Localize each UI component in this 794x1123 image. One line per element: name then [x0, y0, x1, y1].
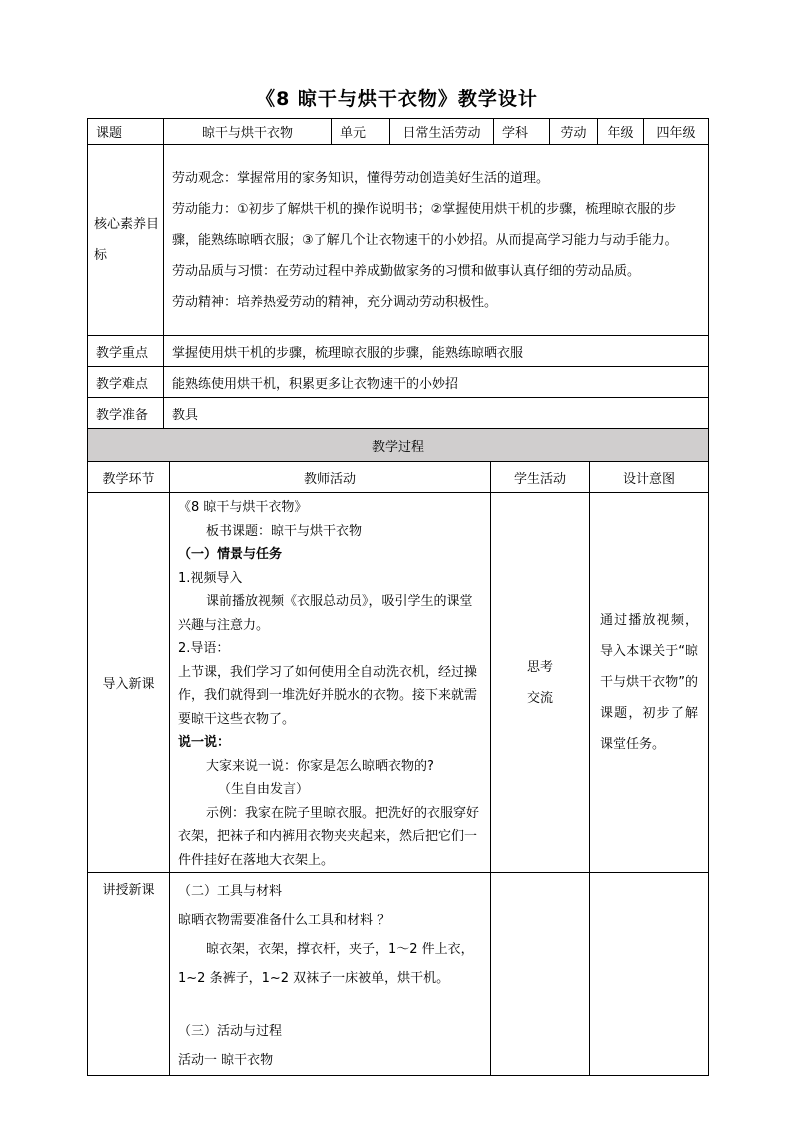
discuss-heading: 说一说：	[178, 735, 231, 750]
process-header-row	[88, 462, 709, 493]
lecture-stage-label: 讲授新课	[88, 873, 170, 1076]
lecture-design-intent	[590, 873, 709, 1076]
student-activity-item: 交流	[526, 690, 553, 706]
goal-item: 劳动能力：①初步了解烘干机的操作说明书；②掌握使用烘干机的步骤，梳理晾衣服的步骤，能熟练晾晒衣服；③了解几个让衣物速干的小妙招。从而提高学习能力与动手能力。	[172, 201, 678, 248]
subject-value: 劳动	[550, 119, 598, 145]
grade-value: 四年级	[644, 119, 709, 145]
goals-content	[164, 145, 709, 336]
teaching-process-table	[87, 428, 709, 1076]
lecture-teacher-activity	[170, 873, 491, 1076]
student-activity-item: 思考	[526, 659, 553, 675]
unit-label: 单元	[332, 119, 390, 145]
intro-stage-label: 导入新课	[88, 493, 170, 873]
grade-label: 年级	[598, 119, 644, 145]
intro-student-activity	[491, 493, 590, 873]
student-response-note: （生自由发言）	[218, 782, 310, 797]
board-title-line: 板书课题：晾干与烘干衣物	[206, 523, 363, 539]
process-heading: 教学过程	[88, 429, 709, 462]
goals-label: 核心素养目标	[88, 145, 164, 336]
topic-row	[88, 119, 709, 145]
preparation-label: 教学准备	[88, 398, 164, 429]
teacher-question: 大家来说一说：你家是怎么晾晒衣物的?	[206, 758, 434, 774]
goals-row	[88, 145, 709, 336]
process-heading-row	[88, 429, 709, 462]
goal-item: 劳动精神：培养热爱劳动的精神，充分调动劳动积极性。	[172, 294, 498, 310]
section-heading: （三）活动与过程	[178, 1024, 283, 1039]
intro-stage-row	[88, 493, 709, 873]
column-header: 学生活动	[491, 462, 590, 493]
teacher-text: 课前播放视频《衣服总动员》，吸引学生的课堂兴趣与注意力。	[178, 594, 473, 633]
preparation-value: 教具	[164, 398, 709, 429]
column-header: 教师活动	[170, 462, 491, 493]
key-points-label: 教学重点	[88, 336, 164, 367]
difficulties-value: 能熟练使用烘干机，积累更多让衣物速干的小妙招	[164, 367, 709, 398]
key-points-row	[88, 336, 709, 367]
step-heading: 2.导语：	[178, 641, 230, 656]
teacher-text: 上节课，我们学习了如何使用全自动洗衣机，经过操作，我们就得到一堆洗好并脱水的衣物。接下来就需要晾干这些衣物了。	[178, 664, 478, 727]
lecture-student-activity	[491, 873, 590, 1076]
preparation-row	[88, 398, 709, 429]
goal-item: 劳动品质与习惯：在劳动过程中养成勤做家务的习惯和做事认真仔细的劳动品质。	[172, 263, 641, 279]
materials-list: 晾衣架，衣架，撑衣杆，夹子，1～2 件上衣，1~2 条裤子，1~2 双袜子一床被单，烘干机。	[178, 942, 474, 986]
key-points-value: 掌握使用烘干机的步骤，梳理晾衣服的步骤，能熟练晾晒衣服	[164, 336, 709, 367]
intro-teacher-activity	[170, 493, 491, 873]
teacher-question: 晾晒衣物需要准备什么工具和材料 ？	[178, 913, 391, 928]
unit-value: 日常生活劳动	[390, 119, 494, 145]
lesson-info-table	[87, 118, 709, 429]
lesson-title-line: 《8 晾干与烘干衣物》	[178, 500, 308, 515]
activity-heading: 活动一 晾干衣物	[178, 1053, 274, 1068]
difficulties-label: 教学难点	[88, 367, 164, 398]
lecture-stage-row	[88, 873, 709, 1076]
section-heading: （一）情景与任务	[178, 547, 283, 562]
subject-label: 学科	[494, 119, 550, 145]
spacer	[178, 993, 484, 1017]
topic-label: 课题	[88, 119, 164, 145]
intro-design-intent: 通过播放视频，导入本课关于“晾干与烘干衣物”的课题，初步了解课堂任务。	[590, 493, 709, 873]
page-title: 《8 晾干与烘干衣物》教学设计	[256, 88, 538, 110]
column-header: 设计意图	[590, 462, 709, 493]
column-header: 教学环节	[88, 462, 170, 493]
goal-item: 劳动观念：掌握常用的家务知识，懂得劳动创造美好生活的道理。	[172, 170, 550, 186]
example-text: 示例：我家在院子里晾衣服。把洗好的衣服穿好衣架，把袜子和内裤用衣物夹夹起来，然后把它们一件件挂好在落地大衣架上。	[178, 805, 480, 868]
section-heading: （二）工具与材料	[178, 884, 283, 899]
difficulties-row	[88, 367, 709, 398]
topic-value: 晾干与烘干衣物	[164, 119, 332, 145]
step-heading: 1.视频导入	[178, 570, 243, 586]
